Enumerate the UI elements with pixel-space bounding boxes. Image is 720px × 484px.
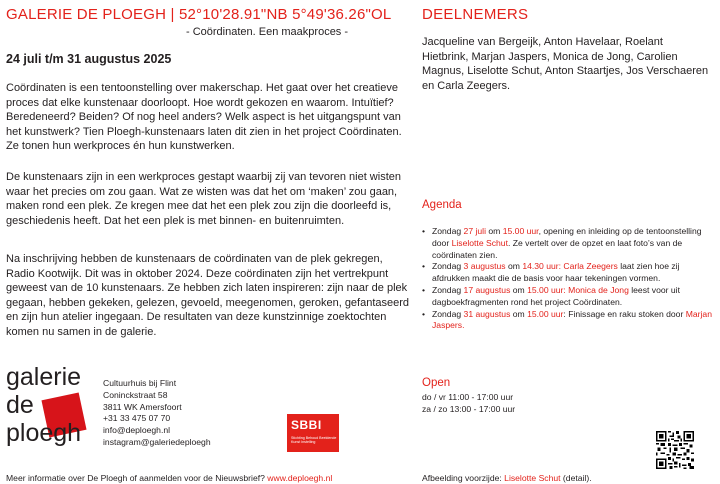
agenda-item: • Zondag 17 augustus om 15.00 uur: Monica de Jong leest voor uit dagboekfragmenten rond het project Coördinaten. xyxy=(422,285,714,309)
logo-word-ploegh: ploegh xyxy=(6,419,82,447)
qr-code-icon xyxy=(656,431,694,469)
title-separator: | xyxy=(166,6,179,23)
image-credit-artist: Liselotte Schut xyxy=(504,473,561,483)
agenda-heading: Agenda xyxy=(422,199,462,211)
paragraph-process: De kunstenaars zijn in een werkproces gestapt waarbij zij van tevoren niet wisten waar het precies om zou gaan. Wat ze wisten was dat het om ‘maken’ zou gaan, maken rond een plek. Ze kregen mee dat het een plek zou zijn die doorleefd is, geschiedenis heeft. Dat het een plek is met binnen- en buitenruimten. xyxy=(6,171,401,227)
paragraph-intro: Coördinaten is een tentoonstelling over makerschap. Het gaat over het creatieve proces dat elke kunstenaar doorloopt. Hoe wordt gekozen en waarom. Intuïtief? Beredeneerd? Beiden? Of nog heel anders? Welk aspect is het uitgangspunt van het kunstwerk? Tien Ploegh-kunstenaars laten dit zien in het project Coördinaten. Ze tonen hun werkproces én hun kunstwerken. xyxy=(6,82,402,152)
exhibition-subtitle: - Coördinaten. Een maakproces - xyxy=(186,26,349,38)
opening-hours-heading: Open xyxy=(422,377,451,389)
image-credit-label: Afbeelding voorzijde: xyxy=(422,473,505,483)
participants-heading: DEELNEMERS xyxy=(422,6,529,23)
footer-info-text: Meer informatie over De Ploegh of aanmelden voor de Nieuwsbrief? xyxy=(6,473,268,483)
agenda-item: • Zondag 27 juli om 15.00 uur, opening en inleiding op de tentoonstelling door Liselotte Schut. Ze vertelt over de opzet en laat foto’s van de coördinaten zien. xyxy=(422,226,714,261)
opening-hours xyxy=(422,391,515,415)
agenda-item: • Zondag 3 augustus om 14.30 uur: Carla Zeegers laat zien hoe zij afdrukken maakt die de basis voor haar tekeningen vormen. xyxy=(422,261,714,285)
image-credit xyxy=(422,473,592,483)
opening-hours-weekend: za / zo 13:00 - 17:00 uur xyxy=(422,404,516,414)
opening-hours-weekday: do / vr 11:00 - 17:00 uur xyxy=(422,392,514,402)
image-credit-suffix: (detail). xyxy=(560,473,592,483)
sbbi-logo xyxy=(287,414,339,452)
page-title xyxy=(6,6,391,23)
logo-word-galerie: galerie xyxy=(6,363,82,391)
paragraph-location: Na inschrijving hebben de kunstenaars de coördinaten van de plek gekregen, Radio Kootwijk. Dit was in oktober 2024. Deze coördinaten zijn het vertrekpunt geweest van de 10 kunstenaars. Ze hebben zich laten inspireren: zijn naar de plek gegaan, hebben gekeken, gelezen, gevoeld, meegenomen, geroken, gefantaseerd en zijn hun atelier ingegaan. De resultaten van deze kunstzinnige zoektochten komen nu samen in de galerie. xyxy=(6,253,410,338)
email-address: info@deploegh.nl xyxy=(103,425,171,436)
galerie-de-ploegh-logo xyxy=(6,364,96,464)
gallery-name: GALERIE DE PLOEGH xyxy=(6,6,167,23)
postal-city: 3811 WK Amersfoort xyxy=(103,401,182,412)
address-block xyxy=(103,378,211,449)
footer-info xyxy=(6,473,332,483)
agenda-item: • Zondag 31 augustus om 15.00 uur: Finissage en raku stoken door Marjan Jaspers. xyxy=(422,309,714,333)
sbbi-subtitle: Stichting Behoud Beeldende Kunst Instelling xyxy=(291,436,337,445)
phone-number: +31 33 475 07 70 xyxy=(103,413,171,424)
logo-word-de: de xyxy=(6,391,34,419)
gps-coordinates: 52°10'28.91"NB 5°49'36.26"OL xyxy=(178,6,392,23)
street-address: Coninckstraat 58 xyxy=(103,389,168,400)
exhibition-dates: 24 juli t/m 31 augustus 2025 xyxy=(6,52,172,66)
participants-list: Jacqueline van Bergeijk, Anton Havelaar, Roelant Hietbrink, Marjan Jaspers, Monica de Jong, Carolien Magnus, Liselotte Schut, Anton Staartjes, Jos Verschaeren en Carla Zeegers. xyxy=(422,36,709,92)
venue-name: Cultuurhuis bij Flint xyxy=(103,378,177,388)
website-link[interactable]: www.deploegh.nl xyxy=(267,473,333,483)
instagram-handle: instagram@galeriedeploegh xyxy=(103,436,211,447)
sbbi-label: SBBI xyxy=(291,418,322,432)
agenda-list xyxy=(422,226,714,332)
